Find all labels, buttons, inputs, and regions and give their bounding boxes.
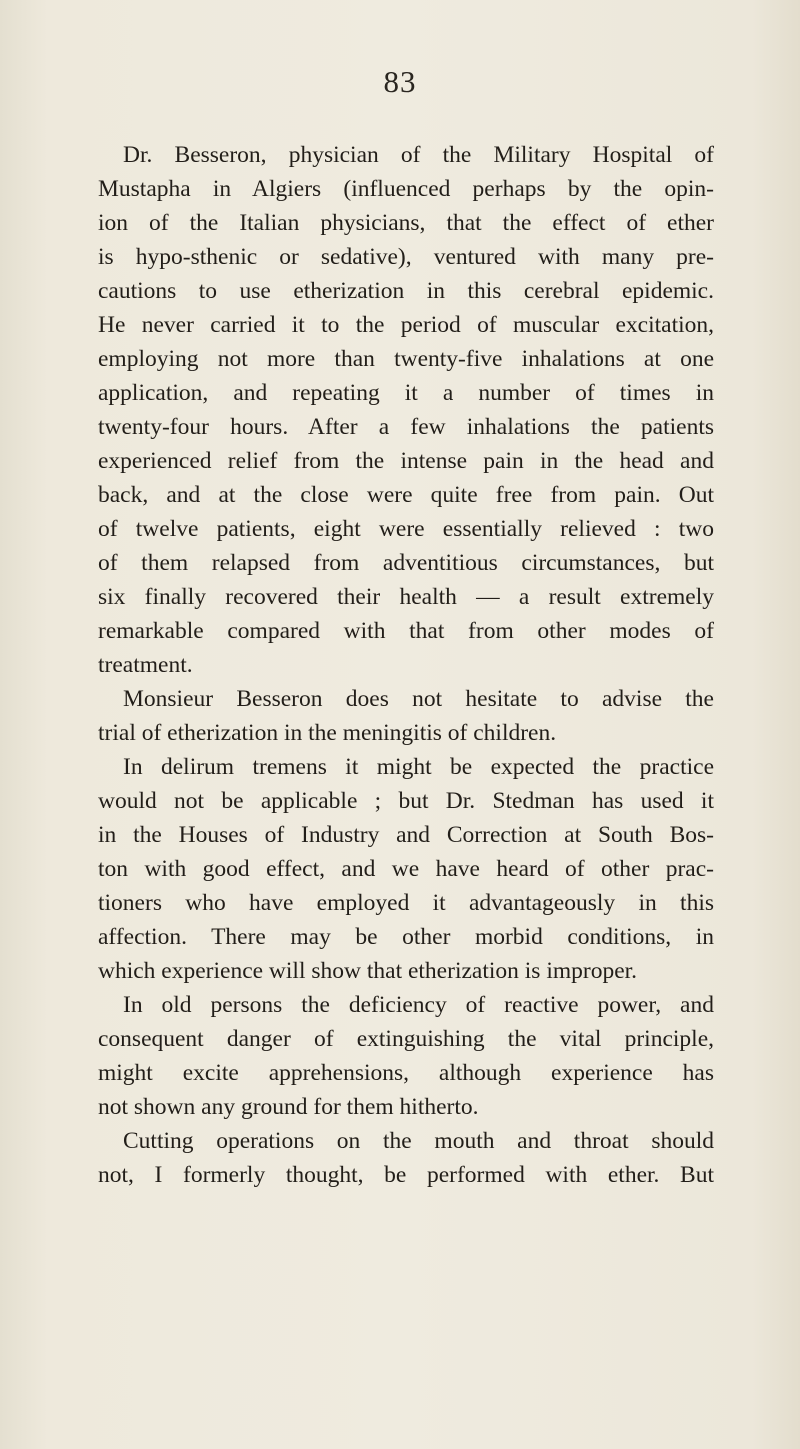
text-line: of twelve patients, eight were essentially relieved : two (98, 516, 714, 542)
text-line: of them relapsed from adventitious circumstances, but (98, 550, 714, 576)
text-line: employing not more than twenty-five inhalations at one (98, 346, 714, 372)
text-line: back, and at the close were quite free from pain. Out (98, 482, 714, 508)
text-line: ton with good effect, and we have heard of other prac- (98, 856, 714, 882)
text-line: Monsieur Besseron does not hesitate to advise the (123, 686, 714, 712)
text-line: consequent danger of extinguishing the vital principle, (98, 1026, 714, 1052)
page-number: 83 (383, 64, 417, 99)
text-line: not, I formerly thought, be performed with ether. But (98, 1162, 714, 1188)
text-line: ion of the Italian physicians, that the effect of ether (98, 210, 714, 236)
text-line: tioners who have employed it advantageously in this (98, 890, 714, 916)
text-line: is hypo-sthenic or sedative), ventured with many pre- (98, 244, 714, 270)
text-line: Dr. Besseron, physician of the Military Hospital of (123, 142, 714, 168)
text-line: six finally recovered their health — a result extremely (98, 584, 714, 610)
body-text (98, 138, 714, 1192)
text-line: in the Houses of Industry and Correction at South Bos- (98, 822, 714, 848)
text-line: Mustapha in Algiers (influenced perhaps by the opin- (98, 176, 714, 202)
text-line: might excite apprehensions, although experience has (98, 1060, 714, 1086)
text-line: treatment. (98, 652, 193, 678)
text-line: In delirum tremens it might be expected the practice (123, 754, 714, 780)
text-line: remarkable compared with that from other modes of (98, 618, 714, 644)
text-line: He never carried it to the period of muscular excitation, (98, 312, 714, 338)
text-line: trial of etherization in the meningitis of children. (98, 720, 557, 746)
text-line: affection. There may be other morbid conditions, in (98, 924, 714, 950)
text-line: twenty-four hours. After a few inhalations the patients (98, 414, 714, 440)
text-line: application, and repeating it a number of times in (98, 380, 714, 406)
text-line: which experience will show that etherization is improper. (98, 958, 638, 984)
text-line: experienced relief from the intense pain in the head and (98, 448, 714, 474)
text-line: cautions to use etherization in this cerebral epidemic. (98, 278, 714, 304)
text-line: Cutting operations on the mouth and throat should (123, 1128, 714, 1154)
text-line: In old persons the deficiency of reactive power, and (123, 992, 714, 1018)
text-line: would not be applicable ; but Dr. Stedman has used it (98, 788, 714, 814)
text-line: not shown any ground for them hitherto. (98, 1094, 479, 1120)
